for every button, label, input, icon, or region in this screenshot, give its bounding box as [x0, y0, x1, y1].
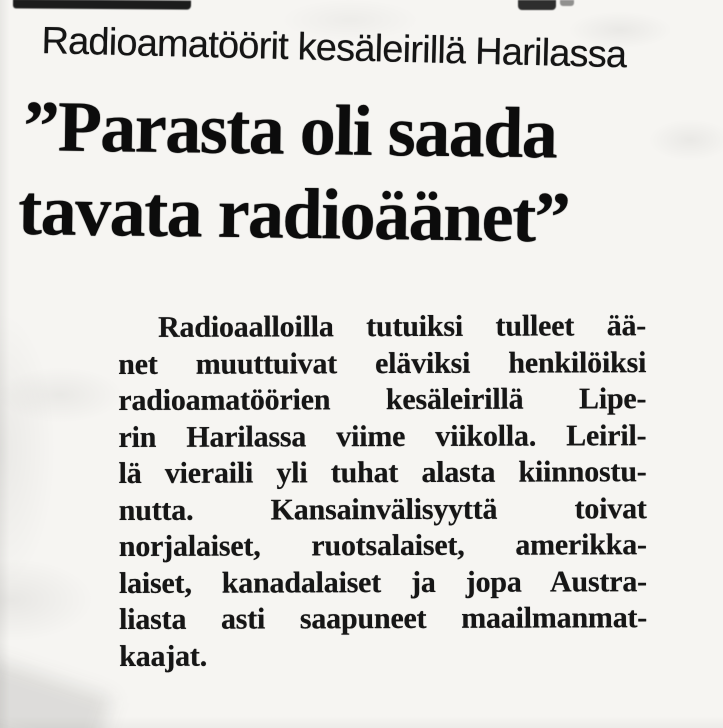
article-body-line: radioamatöörien kesäleirillä Lipe- — [118, 382, 647, 417]
scan-artifact-ink-speck — [560, 0, 574, 6]
article-kicker: Radioamatöörit kesäleirillä Harilassa — [40, 20, 627, 77]
article-body — [118, 308, 647, 675]
article-body-line: Radioaalloilla tutuiksi tulleet ää- — [158, 309, 647, 344]
scan-artifact-corner-smudge — [0, 658, 113, 728]
article-body-line: net muuttuivat eläviksi henkilöiksi — [118, 345, 647, 381]
article-body-line: nutta. Kansainvälisyyttä toivat — [118, 491, 647, 527]
article-body-line: liasta asti saapuneet maailmanmat- — [119, 601, 648, 636]
article-body-line: kaajat. — [119, 639, 208, 673]
article-body-line: lä vieraili yli tuhat alasta kiinnostu- — [118, 455, 647, 490]
article-headline — [17, 84, 571, 260]
scan-artifact-ink-bar-middle — [518, 0, 556, 10]
scan-artifact-ink-bar-left — [13, 0, 191, 10]
article-body-line: norjalaiset, ruotsalaiset, amerikka- — [118, 528, 647, 563]
headline-line-1: ”Parasta oli saada — [22, 85, 557, 174]
headline-line-2: tavata radioäänet” — [17, 169, 570, 258]
article-body-line: rin Harilassa viime viikolla. Leiril- — [118, 418, 647, 454]
article-body-line: laiset, kanadalaiset ja jopa Austra- — [118, 564, 648, 600]
